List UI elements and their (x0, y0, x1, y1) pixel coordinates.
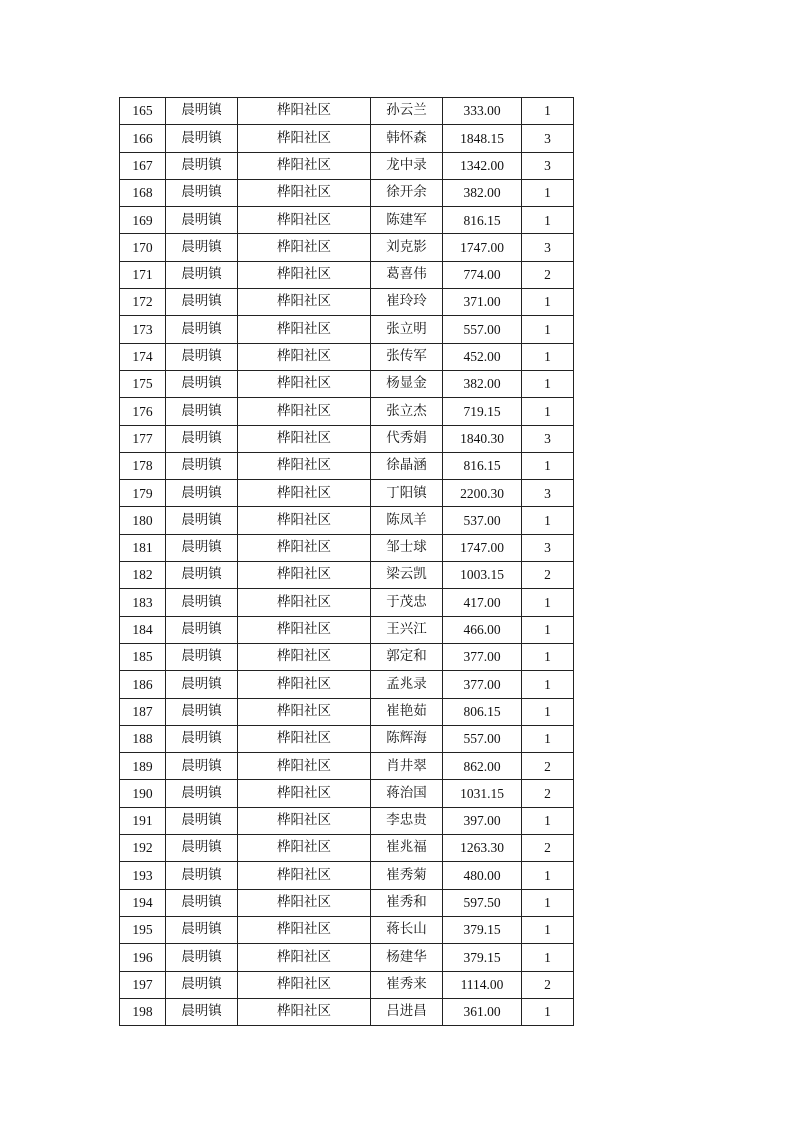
table-row (120, 998, 574, 1025)
cell-seq: 186 (120, 671, 166, 698)
cell-seq: 166 (120, 125, 166, 152)
cell-town: 晨明镇 (166, 643, 238, 670)
table-row (120, 316, 574, 343)
cell-seq: 172 (120, 289, 166, 316)
table-row (120, 234, 574, 261)
cell-town: 晨明镇 (166, 671, 238, 698)
cell-community: 桦阳社区 (238, 398, 371, 425)
cell-town: 晨明镇 (166, 916, 238, 943)
cell-seq: 170 (120, 234, 166, 261)
cell-count: 3 (522, 234, 574, 261)
cell-seq: 179 (120, 480, 166, 507)
cell-town: 晨明镇 (166, 562, 238, 589)
cell-community: 桦阳社区 (238, 562, 371, 589)
cell-amount: 537.00 (443, 507, 522, 534)
cell-community: 桦阳社区 (238, 889, 371, 916)
cell-seq: 173 (120, 316, 166, 343)
table-row (120, 370, 574, 397)
cell-community: 桦阳社区 (238, 452, 371, 479)
cell-name: 徐开余 (371, 179, 443, 206)
cell-community: 桦阳社区 (238, 671, 371, 698)
cell-seq: 174 (120, 343, 166, 370)
cell-amount: 557.00 (443, 316, 522, 343)
cell-name: 崔玲玲 (371, 289, 443, 316)
cell-community: 桦阳社区 (238, 289, 371, 316)
cell-seq: 194 (120, 889, 166, 916)
cell-amount: 816.15 (443, 207, 522, 234)
cell-seq: 195 (120, 916, 166, 943)
cell-town: 晨明镇 (166, 507, 238, 534)
table-row (120, 698, 574, 725)
cell-amount: 557.00 (443, 725, 522, 752)
table-row (120, 398, 574, 425)
cell-amount: 382.00 (443, 370, 522, 397)
cell-community: 桦阳社区 (238, 343, 371, 370)
cell-town: 晨明镇 (166, 370, 238, 397)
cell-name: 梁云凯 (371, 562, 443, 589)
cell-count: 1 (522, 398, 574, 425)
table-row (120, 643, 574, 670)
cell-community: 桦阳社区 (238, 753, 371, 780)
table-row (120, 944, 574, 971)
cell-count: 2 (522, 753, 574, 780)
cell-name: 崔秀菊 (371, 862, 443, 889)
cell-seq: 185 (120, 643, 166, 670)
cell-count: 1 (522, 452, 574, 479)
cell-community: 桦阳社区 (238, 589, 371, 616)
cell-amount: 452.00 (443, 343, 522, 370)
cell-amount: 1747.00 (443, 534, 522, 561)
cell-name: 于茂忠 (371, 589, 443, 616)
cell-name: 蒋长山 (371, 916, 443, 943)
cell-community: 桦阳社区 (238, 152, 371, 179)
cell-community: 桦阳社区 (238, 316, 371, 343)
cell-amount: 1848.15 (443, 125, 522, 152)
cell-amount: 371.00 (443, 289, 522, 316)
cell-amount: 379.15 (443, 944, 522, 971)
cell-name: 陈凤羊 (371, 507, 443, 534)
table-row (120, 807, 574, 834)
cell-count: 1 (522, 316, 574, 343)
cell-town: 晨明镇 (166, 480, 238, 507)
table-row (120, 289, 574, 316)
cell-town: 晨明镇 (166, 589, 238, 616)
table-row (120, 671, 574, 698)
cell-name: 陈建军 (371, 207, 443, 234)
cell-amount: 719.15 (443, 398, 522, 425)
cell-community: 桦阳社区 (238, 616, 371, 643)
cell-community: 桦阳社区 (238, 98, 371, 125)
cell-community: 桦阳社区 (238, 835, 371, 862)
cell-amount: 1747.00 (443, 234, 522, 261)
cell-amount: 382.00 (443, 179, 522, 206)
roster-table-body (120, 98, 574, 1026)
cell-seq: 181 (120, 534, 166, 561)
cell-name: 孟兆录 (371, 671, 443, 698)
cell-community: 桦阳社区 (238, 916, 371, 943)
cell-count: 1 (522, 671, 574, 698)
table-row (120, 207, 574, 234)
table-row (120, 971, 574, 998)
cell-count: 1 (522, 862, 574, 889)
cell-name: 孙云兰 (371, 98, 443, 125)
cell-community: 桦阳社区 (238, 998, 371, 1025)
cell-count: 1 (522, 370, 574, 397)
cell-count: 2 (522, 835, 574, 862)
cell-community: 桦阳社区 (238, 698, 371, 725)
cell-community: 桦阳社区 (238, 234, 371, 261)
cell-amount: 379.15 (443, 916, 522, 943)
cell-name: 杨显金 (371, 370, 443, 397)
cell-town: 晨明镇 (166, 125, 238, 152)
table-row (120, 480, 574, 507)
cell-town: 晨明镇 (166, 780, 238, 807)
cell-seq: 184 (120, 616, 166, 643)
cell-amount: 806.15 (443, 698, 522, 725)
cell-count: 1 (522, 643, 574, 670)
cell-name: 王兴江 (371, 616, 443, 643)
cell-count: 1 (522, 343, 574, 370)
cell-name: 张传军 (371, 343, 443, 370)
cell-community: 桦阳社区 (238, 425, 371, 452)
cell-seq: 187 (120, 698, 166, 725)
table-row (120, 889, 574, 916)
cell-amount: 466.00 (443, 616, 522, 643)
cell-seq: 169 (120, 207, 166, 234)
cell-seq: 183 (120, 589, 166, 616)
cell-town: 晨明镇 (166, 289, 238, 316)
cell-count: 3 (522, 534, 574, 561)
cell-amount: 1342.00 (443, 152, 522, 179)
table-row (120, 261, 574, 288)
cell-town: 晨明镇 (166, 698, 238, 725)
cell-amount: 1263.30 (443, 835, 522, 862)
cell-community: 桦阳社区 (238, 125, 371, 152)
cell-town: 晨明镇 (166, 889, 238, 916)
cell-town: 晨明镇 (166, 261, 238, 288)
cell-community: 桦阳社区 (238, 944, 371, 971)
cell-name: 龙中录 (371, 152, 443, 179)
cell-community: 桦阳社区 (238, 507, 371, 534)
cell-name: 张立杰 (371, 398, 443, 425)
table-row (120, 425, 574, 452)
cell-town: 晨明镇 (166, 807, 238, 834)
cell-seq: 177 (120, 425, 166, 452)
cell-town: 晨明镇 (166, 753, 238, 780)
table-row (120, 725, 574, 752)
cell-amount: 377.00 (443, 671, 522, 698)
cell-community: 桦阳社区 (238, 862, 371, 889)
cell-town: 晨明镇 (166, 534, 238, 561)
cell-name: 邹士球 (371, 534, 443, 561)
table-row (120, 507, 574, 534)
cell-community: 桦阳社区 (238, 261, 371, 288)
cell-count: 2 (522, 971, 574, 998)
cell-name: 李忠贵 (371, 807, 443, 834)
cell-seq: 178 (120, 452, 166, 479)
cell-count: 1 (522, 589, 574, 616)
table-row (120, 152, 574, 179)
cell-count: 1 (522, 98, 574, 125)
cell-seq: 168 (120, 179, 166, 206)
cell-count: 1 (522, 725, 574, 752)
cell-count: 1 (522, 916, 574, 943)
cell-town: 晨明镇 (166, 616, 238, 643)
cell-amount: 1031.15 (443, 780, 522, 807)
table-row (120, 452, 574, 479)
cell-seq: 175 (120, 370, 166, 397)
cell-seq: 188 (120, 725, 166, 752)
cell-name: 葛喜伟 (371, 261, 443, 288)
cell-community: 桦阳社区 (238, 780, 371, 807)
cell-amount: 1003.15 (443, 562, 522, 589)
cell-town: 晨明镇 (166, 179, 238, 206)
table-row (120, 835, 574, 862)
cell-name: 崔艳茹 (371, 698, 443, 725)
cell-town: 晨明镇 (166, 971, 238, 998)
cell-seq: 189 (120, 753, 166, 780)
cell-count: 3 (522, 152, 574, 179)
cell-town: 晨明镇 (166, 425, 238, 452)
cell-community: 桦阳社区 (238, 207, 371, 234)
cell-name: 肖井翠 (371, 753, 443, 780)
cell-name: 崔秀来 (371, 971, 443, 998)
cell-amount: 1114.00 (443, 971, 522, 998)
table-row (120, 534, 574, 561)
table-row (120, 562, 574, 589)
table-row (120, 589, 574, 616)
table-row (120, 125, 574, 152)
cell-name: 张立明 (371, 316, 443, 343)
cell-town: 晨明镇 (166, 944, 238, 971)
cell-count: 1 (522, 698, 574, 725)
cell-community: 桦阳社区 (238, 370, 371, 397)
cell-community: 桦阳社区 (238, 807, 371, 834)
cell-town: 晨明镇 (166, 398, 238, 425)
cell-community: 桦阳社区 (238, 725, 371, 752)
cell-amount: 1840.30 (443, 425, 522, 452)
cell-town: 晨明镇 (166, 835, 238, 862)
cell-town: 晨明镇 (166, 316, 238, 343)
cell-amount: 361.00 (443, 998, 522, 1025)
cell-count: 1 (522, 289, 574, 316)
cell-count: 1 (522, 507, 574, 534)
cell-amount: 417.00 (443, 589, 522, 616)
cell-community: 桦阳社区 (238, 643, 371, 670)
table-row (120, 916, 574, 943)
cell-name: 刘克影 (371, 234, 443, 261)
cell-count: 2 (522, 562, 574, 589)
cell-count: 1 (522, 944, 574, 971)
cell-amount: 816.15 (443, 452, 522, 479)
cell-count: 1 (522, 998, 574, 1025)
cell-seq: 191 (120, 807, 166, 834)
cell-name: 徐晶涵 (371, 452, 443, 479)
cell-town: 晨明镇 (166, 234, 238, 261)
cell-count: 3 (522, 480, 574, 507)
cell-name: 韩怀森 (371, 125, 443, 152)
table-row (120, 98, 574, 125)
cell-count: 3 (522, 125, 574, 152)
cell-seq: 193 (120, 862, 166, 889)
cell-amount: 774.00 (443, 261, 522, 288)
cell-town: 晨明镇 (166, 725, 238, 752)
cell-count: 1 (522, 179, 574, 206)
cell-seq: 171 (120, 261, 166, 288)
cell-amount: 597.50 (443, 889, 522, 916)
cell-seq: 167 (120, 152, 166, 179)
cell-seq: 180 (120, 507, 166, 534)
cell-town: 晨明镇 (166, 998, 238, 1025)
cell-amount: 397.00 (443, 807, 522, 834)
cell-name: 代秀娟 (371, 425, 443, 452)
table-row (120, 343, 574, 370)
cell-count: 2 (522, 261, 574, 288)
table-row (120, 753, 574, 780)
cell-count: 2 (522, 780, 574, 807)
cell-count: 1 (522, 207, 574, 234)
cell-community: 桦阳社区 (238, 534, 371, 561)
cell-name: 杨建华 (371, 944, 443, 971)
cell-amount: 480.00 (443, 862, 522, 889)
cell-seq: 176 (120, 398, 166, 425)
cell-seq: 190 (120, 780, 166, 807)
cell-seq: 182 (120, 562, 166, 589)
cell-count: 1 (522, 889, 574, 916)
cell-name: 崔秀和 (371, 889, 443, 916)
cell-community: 桦阳社区 (238, 971, 371, 998)
cell-town: 晨明镇 (166, 343, 238, 370)
cell-town: 晨明镇 (166, 152, 238, 179)
cell-community: 桦阳社区 (238, 179, 371, 206)
cell-name: 陈辉海 (371, 725, 443, 752)
cell-amount: 377.00 (443, 643, 522, 670)
table-row (120, 179, 574, 206)
cell-amount: 2200.30 (443, 480, 522, 507)
cell-name: 郭定和 (371, 643, 443, 670)
cell-seq: 165 (120, 98, 166, 125)
cell-town: 晨明镇 (166, 98, 238, 125)
table-row (120, 616, 574, 643)
cell-count: 1 (522, 616, 574, 643)
cell-seq: 197 (120, 971, 166, 998)
cell-count: 1 (522, 807, 574, 834)
cell-count: 3 (522, 425, 574, 452)
cell-community: 桦阳社区 (238, 480, 371, 507)
table-row (120, 862, 574, 889)
cell-town: 晨明镇 (166, 452, 238, 479)
cell-seq: 192 (120, 835, 166, 862)
cell-name: 吕进昌 (371, 998, 443, 1025)
table-row (120, 780, 574, 807)
cell-amount: 862.00 (443, 753, 522, 780)
cell-name: 丁阳镇 (371, 480, 443, 507)
cell-name: 蒋治国 (371, 780, 443, 807)
cell-town: 晨明镇 (166, 207, 238, 234)
cell-amount: 333.00 (443, 98, 522, 125)
cell-town: 晨明镇 (166, 862, 238, 889)
cell-seq: 196 (120, 944, 166, 971)
cell-name: 崔兆福 (371, 835, 443, 862)
roster-table (119, 97, 574, 1026)
cell-seq: 198 (120, 998, 166, 1025)
